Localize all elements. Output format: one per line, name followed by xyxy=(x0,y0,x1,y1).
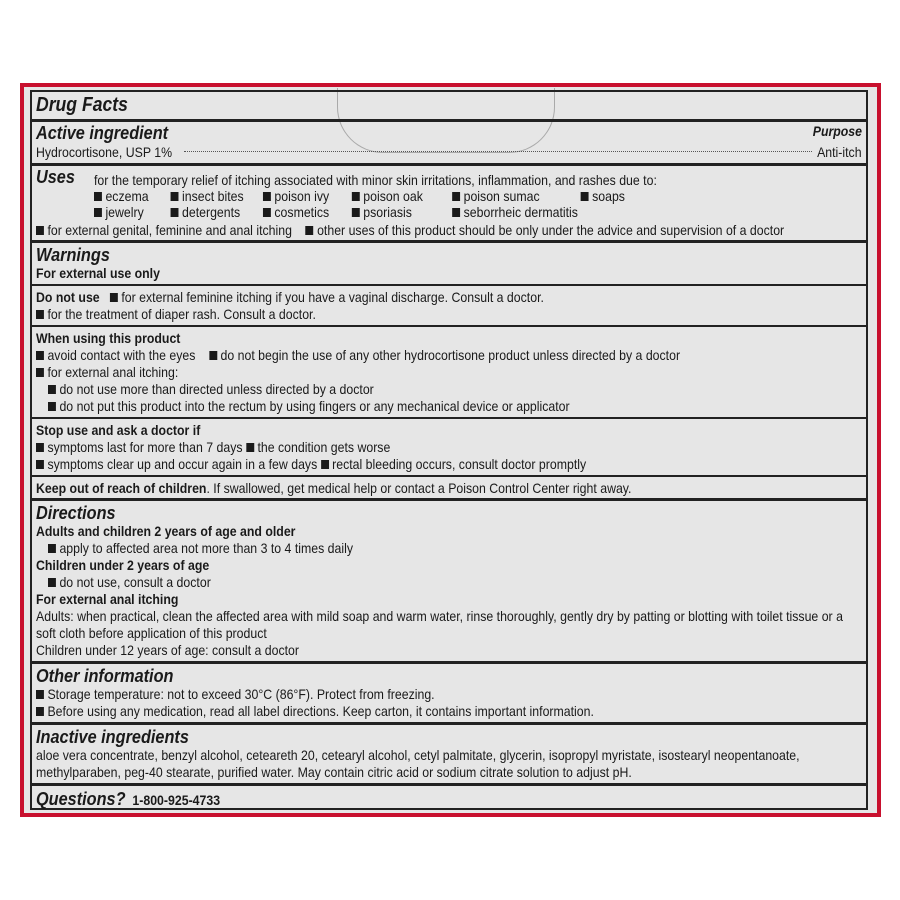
do-not-use-label: Do not use xyxy=(36,289,100,305)
bullet-icon xyxy=(36,690,44,699)
keep-out-text: . If swallowed, get medical help or contact a Poison Control Center right away. xyxy=(206,480,632,496)
divider xyxy=(32,661,866,664)
use-item: soaps xyxy=(592,188,625,204)
when-using-line-1 xyxy=(36,347,680,363)
questions-phone: 1-800-925-4733 xyxy=(132,792,221,808)
divider xyxy=(32,163,866,166)
stop-use-line-2 xyxy=(36,456,586,472)
bullet-icon xyxy=(452,192,460,201)
bullet-icon xyxy=(171,192,179,201)
children-line-1 xyxy=(48,574,211,590)
bullet-icon xyxy=(48,578,56,587)
bullet-icon xyxy=(171,208,179,217)
adults-heading: Adults and children 2 years of age and older xyxy=(36,523,296,539)
bullet-icon xyxy=(452,208,460,217)
bullet-icon xyxy=(36,460,44,469)
bullet-icon xyxy=(48,544,56,553)
bullet-icon xyxy=(36,310,44,319)
other-info-heading: Other information xyxy=(36,665,174,686)
use-item: jewelry xyxy=(105,204,144,220)
bullet-icon xyxy=(246,443,254,452)
drug-facts-box xyxy=(30,90,868,810)
warning-item: symptoms clear up and occur again in a few days xyxy=(47,456,318,472)
directions-heading: Directions xyxy=(36,502,116,523)
divider xyxy=(32,417,866,419)
bullet-icon xyxy=(36,226,44,235)
when-using-line-4 xyxy=(48,398,570,414)
anal-itching-heading: For external anal itching xyxy=(36,591,179,607)
warning-item: the condition gets worse xyxy=(257,439,391,455)
use-item: psoriasis xyxy=(363,204,412,220)
use-item: eczema xyxy=(105,188,149,204)
bullet-icon xyxy=(36,351,44,360)
bullet-icon xyxy=(94,208,102,217)
direction-item: do not use, consult a doctor xyxy=(59,574,211,590)
bullet-icon xyxy=(36,707,44,716)
purpose-heading: Purpose xyxy=(812,123,862,139)
bullet-icon xyxy=(263,192,271,201)
dot-leader xyxy=(184,151,812,152)
use-item: for external genital, feminine and anal itching xyxy=(47,222,292,238)
external-use-only: For external use only xyxy=(36,265,160,281)
divider xyxy=(32,783,866,786)
stop-use-line-1 xyxy=(36,439,390,455)
do-not-use-line-2 xyxy=(36,306,316,322)
bullet-icon xyxy=(209,351,217,360)
other-info-line-1 xyxy=(36,686,435,702)
use-item: insect bites xyxy=(182,188,244,204)
questions-heading: Questions? xyxy=(36,788,126,809)
divider xyxy=(32,284,866,286)
when-using-line-2 xyxy=(36,364,178,380)
bullet-icon xyxy=(110,293,118,302)
warning-item: do not put this product into the rectum by using fingers or any mechanical device or applicator xyxy=(59,398,570,414)
bullet-icon xyxy=(581,192,589,201)
use-item: detergents xyxy=(182,204,241,220)
bullet-icon xyxy=(352,192,360,201)
children-heading: Children under 2 years of age xyxy=(36,557,210,573)
warning-item: do not use more than directed unless directed by a doctor xyxy=(59,381,374,397)
warning-item: for the treatment of diaper rash. Consult a doctor. xyxy=(47,306,316,322)
questions-line xyxy=(36,789,220,809)
warning-item: avoid contact with the eyes xyxy=(47,347,196,363)
do-not-use-line-1 xyxy=(36,289,544,305)
when-using-heading: When using this product xyxy=(36,330,181,346)
bullet-icon xyxy=(36,368,44,377)
anal-itching-line-2: soft cloth before application of this product xyxy=(36,625,267,641)
inactive-line-2: methylparaben, peg-40 stearate, purified water. May contain citric acid or sodium citrate solution to adjust pH. xyxy=(36,764,632,780)
keep-out-label: Keep out of reach of children xyxy=(36,480,207,496)
bullet-icon xyxy=(36,443,44,452)
bullet-icon xyxy=(94,192,102,201)
use-item: poison oak xyxy=(363,188,423,204)
use-item: seborrheic dermatitis xyxy=(463,204,578,220)
use-item: cosmetics xyxy=(274,204,330,220)
bullet-icon xyxy=(352,208,360,217)
anal-itching-line-1: Adults: when practical, clean the affected area with mild soap and warm water, rinse thoroughly, gently dry by patting or blotting with toilet tissue or a xyxy=(36,608,843,624)
active-ingredient-name: Hydrocortisone, USP 1% xyxy=(36,144,173,160)
anal-itching-line-3: Children under 12 years of age: consult a doctor xyxy=(36,642,299,658)
other-info-item: Storage temperature: not to exceed 30°C (86°F). Protect from freezing. xyxy=(47,686,435,702)
keep-out-of-reach xyxy=(36,480,631,496)
bullet-icon xyxy=(306,226,314,235)
divider xyxy=(32,240,866,243)
warning-item: for external feminine itching if you have a vaginal discharge. Consult a doctor. xyxy=(121,289,544,305)
warning-item: for external anal itching: xyxy=(47,364,179,380)
divider xyxy=(32,722,866,725)
uses-row-2 xyxy=(94,204,710,220)
active-ingredient-purpose: Anti-itch xyxy=(817,144,862,160)
bullet-icon xyxy=(263,208,271,217)
bullet-icon xyxy=(48,385,56,394)
divider xyxy=(32,475,866,477)
direction-item: apply to affected area not more than 3 to 4 times daily xyxy=(59,540,354,556)
warning-item: do not begin the use of any other hydrocortisone product unless directed by a doctor xyxy=(220,347,681,363)
stop-use-heading: Stop use and ask a doctor if xyxy=(36,422,201,438)
bullet-icon xyxy=(321,460,329,469)
adults-line-1 xyxy=(48,540,353,556)
inactive-heading: Inactive ingredients xyxy=(36,726,189,747)
other-info-item: Before using any medication, read all label directions. Keep carton, it contains important information. xyxy=(47,703,594,719)
drug-facts-title: Drug Facts xyxy=(36,94,128,116)
bullet-icon xyxy=(48,402,56,411)
warnings-heading: Warnings xyxy=(36,244,110,265)
uses-row-1 xyxy=(94,188,710,204)
use-item: poison sumac xyxy=(463,188,540,204)
warning-item: symptoms last for more than 7 days xyxy=(47,439,243,455)
divider xyxy=(32,325,866,327)
use-item: poison ivy xyxy=(274,188,330,204)
uses-intro: for the temporary relief of itching associated with minor skin irritations, inflammation, and rashes due to: xyxy=(94,172,657,188)
uses-heading: Uses xyxy=(36,166,75,187)
warning-item: rectal bleeding occurs, consult doctor promptly xyxy=(332,456,587,472)
uses-line-3 xyxy=(36,222,784,238)
other-info-line-2 xyxy=(36,703,594,719)
inactive-line-1: aloe vera concentrate, benzyl alcohol, ceteareth 20, cetearyl alcohol, cetyl palmitate, glycerin, isopropyl myristate, isostearyl neopentanoate, xyxy=(36,747,800,763)
active-ingredient-heading: Active ingredient xyxy=(36,122,169,143)
use-item: other uses of this product should be only under the advice and supervision of a doctor xyxy=(317,222,785,238)
divider xyxy=(32,498,866,501)
when-using-line-3 xyxy=(48,381,374,397)
